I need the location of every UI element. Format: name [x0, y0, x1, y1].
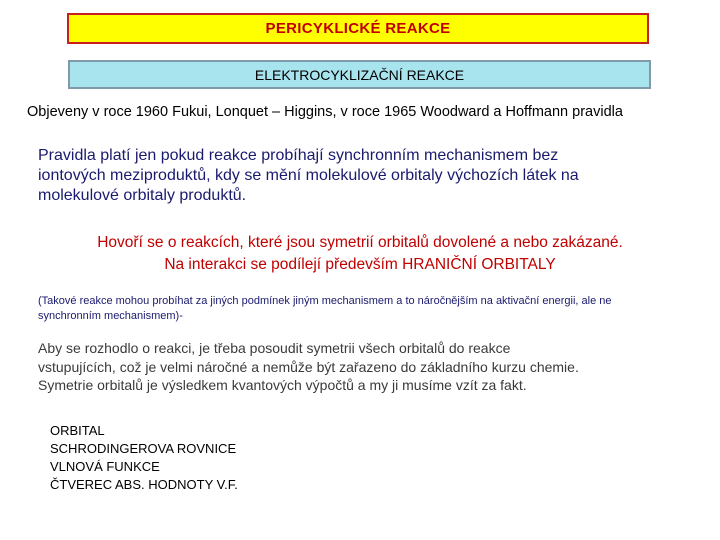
term-item: VLNOVÁ FUNKCE	[50, 459, 160, 474]
symmetry-line: Na interakci se podílejí především HRANIČNÍ ORBITALY	[164, 256, 556, 273]
term-item: ORBITAL	[50, 423, 105, 438]
symmetry-paragraph	[30, 232, 690, 276]
rules-line: molekulové orbitaly produktů.	[38, 187, 247, 204]
title-text: PERICYKLICKÉ REAKCE	[265, 20, 451, 37]
note-line: (Takové reakce mohou probíhat za jiných podmínek jiným mechanismem a to náročnějším na aktivační energii, ale ne	[38, 295, 612, 307]
terms-list	[50, 422, 238, 494]
rules-line: Pravidla platí jen pokud reakce probíhají synchronním mechanismem bez	[38, 147, 559, 164]
subtitle-banner	[68, 60, 651, 89]
symmetry-line: Hovoří se o reakcích, které jsou symetrií orbitalů dovolené a nebo zakázané.	[97, 234, 623, 251]
decision-line: Aby se rozhodlo o reakci, je třeba posoudit symetrii všech orbitalů do reakce	[38, 340, 511, 356]
term-item: ČTVEREC ABS. HODNOTY V.F.	[50, 477, 238, 492]
title-banner	[67, 13, 649, 44]
note-paragraph	[38, 294, 698, 324]
rules-paragraph	[38, 146, 688, 206]
decision-line: Symetrie orbitalů je výsledkem kvantových výpočtů a my ji musíme vzít za fakt.	[38, 377, 527, 393]
rules-line: iontových meziproduktů, kdy se mění molekulové orbitaly výchozích látek na	[38, 167, 579, 184]
decision-line: vstupujících, což je velmi náročné a nemůže být zařazeno do základního kurzu chemie.	[38, 358, 579, 375]
term-item: SCHRODINGEROVA ROVNICE	[50, 441, 237, 456]
decision-paragraph	[38, 339, 698, 395]
discovery-text: Objeveny v roce 1960 Fukui, Lonquet – Higgins, v roce 1965 Woodward a Hoffmann pravidla	[27, 104, 623, 120]
subtitle-text: ELEKTROCYKLIZAČNÍ REAKCE	[254, 66, 465, 83]
note-line: synchronním mechanismem)-	[38, 310, 183, 322]
